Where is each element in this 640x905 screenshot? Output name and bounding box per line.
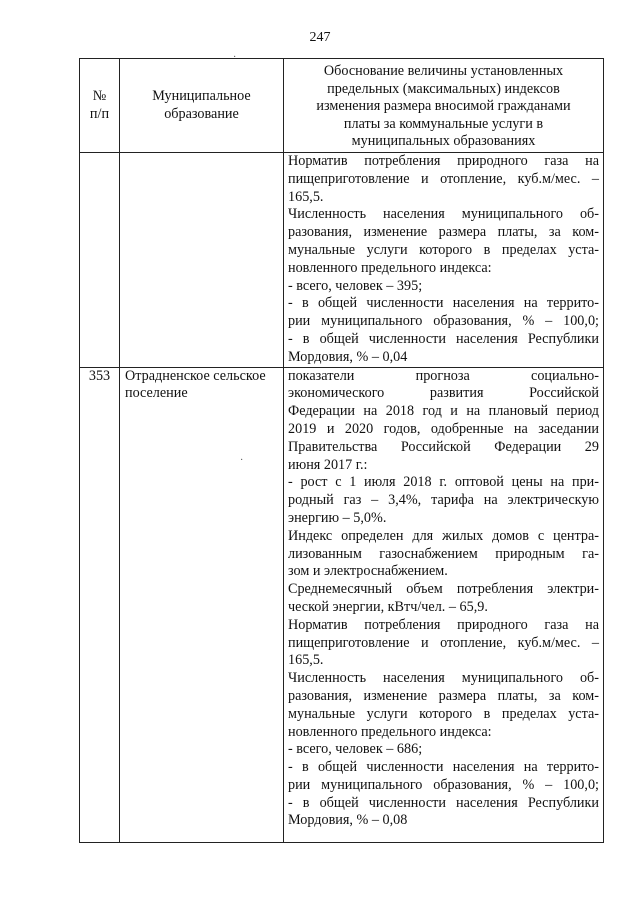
justification-line: - всего, человек – 395; (288, 277, 423, 294)
justification-line: Норматив потребления природного газа на (288, 616, 599, 633)
justification-line: Правительства Российской Федерации 29 (288, 438, 599, 455)
municipality-line: поселение (125, 385, 188, 402)
justification-line: мунальные услуги которого в пределах уста- (288, 241, 599, 258)
justification-line: - в общей численности населения Республики (288, 330, 599, 347)
header-number (80, 59, 120, 153)
row-justification (284, 153, 604, 368)
justification-line: Мордовия, % – 0,08 (288, 812, 408, 829)
justification-line: 165,5. (288, 188, 324, 205)
row-number: 353 (80, 367, 120, 842)
justification-line: Федерации на 2018 год и на плановый период (288, 403, 599, 420)
justification-line: Норматив потребления природного газа на (288, 153, 599, 169)
row-municipality (120, 153, 284, 368)
justification-line: Среднемесячный объем потребления электри- (288, 581, 599, 598)
justification-line: пищеприготовление и отопление, куб.м/мес. – (288, 634, 599, 651)
justification-line: разования, изменение размера платы, за ком- (288, 687, 599, 704)
header-municipality-line: образование (164, 105, 239, 122)
header-justification-line: платы за коммунальные услуги в (343, 115, 544, 132)
scan-mark: · (233, 52, 237, 63)
row-justification (284, 367, 604, 842)
table-row (80, 367, 604, 842)
justification-line: - в общей численности населения на террито- (288, 295, 599, 312)
justification-line: - рост с 1 июля 2018 г. оптовой цены на при- (288, 474, 599, 491)
justification-line: лизованным газоснабжением природным га- (288, 545, 599, 562)
justification-line: Численность населения муниципального об- (288, 670, 599, 687)
justification-line: 2019 и 2020 годов, одобренные на заседании (288, 420, 599, 437)
justification-line: разования, изменение размера платы, за ком- (288, 224, 599, 241)
header-justification (284, 59, 604, 153)
justification-line: мунальные услуги которого в пределах уста- (288, 705, 599, 722)
table-header-row (80, 59, 604, 153)
header-justification-line: изменения размера вносимой гражданами (316, 98, 571, 115)
justification-line: июня 2017 г.: (288, 456, 368, 473)
justification-line: экономического развития Российской (288, 385, 599, 402)
page-number: 247 (309, 30, 331, 45)
scan-mark: · (240, 455, 244, 466)
row-municipality (120, 367, 284, 842)
justification-line: 165,5. (288, 652, 324, 669)
justification-line: показатели прогноза социально- (288, 367, 599, 384)
justification-line: энергию – 5,0%. (288, 509, 387, 526)
row-number (80, 153, 120, 368)
table-row (80, 153, 604, 368)
justification-line: новленного предельного индекса: (288, 723, 492, 740)
justification-line: - в общей численности населения Республики (288, 794, 599, 811)
justification-line: новленного предельного индекса: (288, 259, 492, 276)
header-number-line: № (92, 87, 107, 104)
header-number-line: п/п (89, 105, 110, 122)
justification-line: родный газ – 3,4%, тарифа на электрическую (288, 492, 599, 509)
header-justification-line: Обоснование величины установленных (323, 63, 564, 80)
justification-line: - в общей численности населения на террито- (288, 759, 599, 776)
index-justification-table (79, 58, 604, 843)
justification-line: Численность населения муниципального об- (288, 206, 599, 223)
justification-line: зом и электроснабжением. (288, 563, 448, 580)
municipality-line: Отрадненское сельское (125, 367, 266, 384)
justification-line: - всего, человек – 686; (288, 741, 423, 758)
justification-line: рии муниципального образования, % – 100,0; (288, 776, 599, 793)
justification-line: ческой энергии, кВтч/чел. – 65,9. (288, 598, 488, 615)
justification-line: рии муниципального образования, % – 100,0; (288, 313, 599, 330)
header-justification-line: предельных (максимальных) индексов (327, 80, 560, 97)
header-municipality (120, 59, 284, 153)
header-justification-line: муниципальных образованиях (351, 133, 536, 150)
justification-line: пищеприготовление и отопление, куб.м/мес. – (288, 170, 599, 187)
header-municipality-line: Муниципальное (152, 87, 251, 104)
justification-line: Индекс определен для жилых домов с центра- (288, 527, 599, 544)
justification-line: Мордовия, % – 0,04 (288, 348, 408, 365)
